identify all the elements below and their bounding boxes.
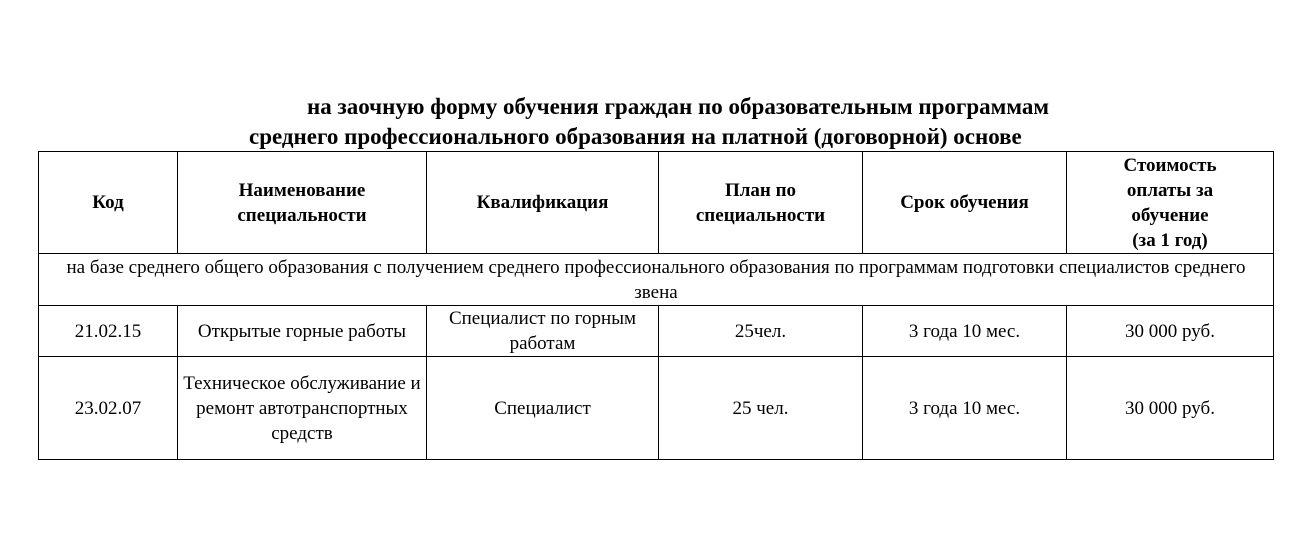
section-row xyxy=(39,254,1274,306)
header-cost xyxy=(1067,152,1274,254)
cell-specialty-name: Открытые горные работы xyxy=(178,306,427,357)
section-label: на базе среднего общего образования с получением среднего профессионального образования по программам подготовки специалистов среднего звена xyxy=(39,254,1274,306)
cell-plan: 25чел. xyxy=(659,306,863,357)
table-row xyxy=(39,306,1274,357)
cell-qualification: Специалист по горным работам xyxy=(427,306,659,357)
header-specialty-name: Наименование специальности xyxy=(178,152,427,254)
cell-code: 23.02.07 xyxy=(39,357,178,460)
table-row xyxy=(39,357,1274,460)
header-code: Код xyxy=(39,152,178,254)
tuition-table xyxy=(38,151,1274,460)
document-title-line-1: на заочную форму обучения граждан по образовательным программам xyxy=(307,94,1049,119)
cell-plan: 25 чел. xyxy=(659,357,863,460)
document-title-line-2: среднего профессионального образования на платной (договорной) основе xyxy=(249,124,1022,149)
cell-specialty-name: Техническое обслуживание и ремонт автотранспортных средств xyxy=(178,357,427,460)
cell-qualification: Специалист xyxy=(427,357,659,460)
header-cost-line: (за 1 год) xyxy=(1132,229,1208,251)
header-cost-line: оплаты за xyxy=(1126,179,1214,201)
cell-cost: 30 000 руб. xyxy=(1067,357,1274,460)
cell-cost: 30 000 руб. xyxy=(1067,306,1274,357)
table-header-row xyxy=(39,152,1274,254)
header-plan: План по специальности xyxy=(659,152,863,254)
cell-code: 21.02.15 xyxy=(39,306,178,357)
cell-term: 3 года 10 мес. xyxy=(863,306,1067,357)
cell-term: 3 года 10 мес. xyxy=(863,357,1067,460)
header-cost-line: обучение xyxy=(1131,204,1209,226)
header-term: Срок обучения xyxy=(863,152,1067,254)
header-qualification: Квалификация xyxy=(427,152,659,254)
header-cost-line: Стоимость xyxy=(1123,154,1217,176)
